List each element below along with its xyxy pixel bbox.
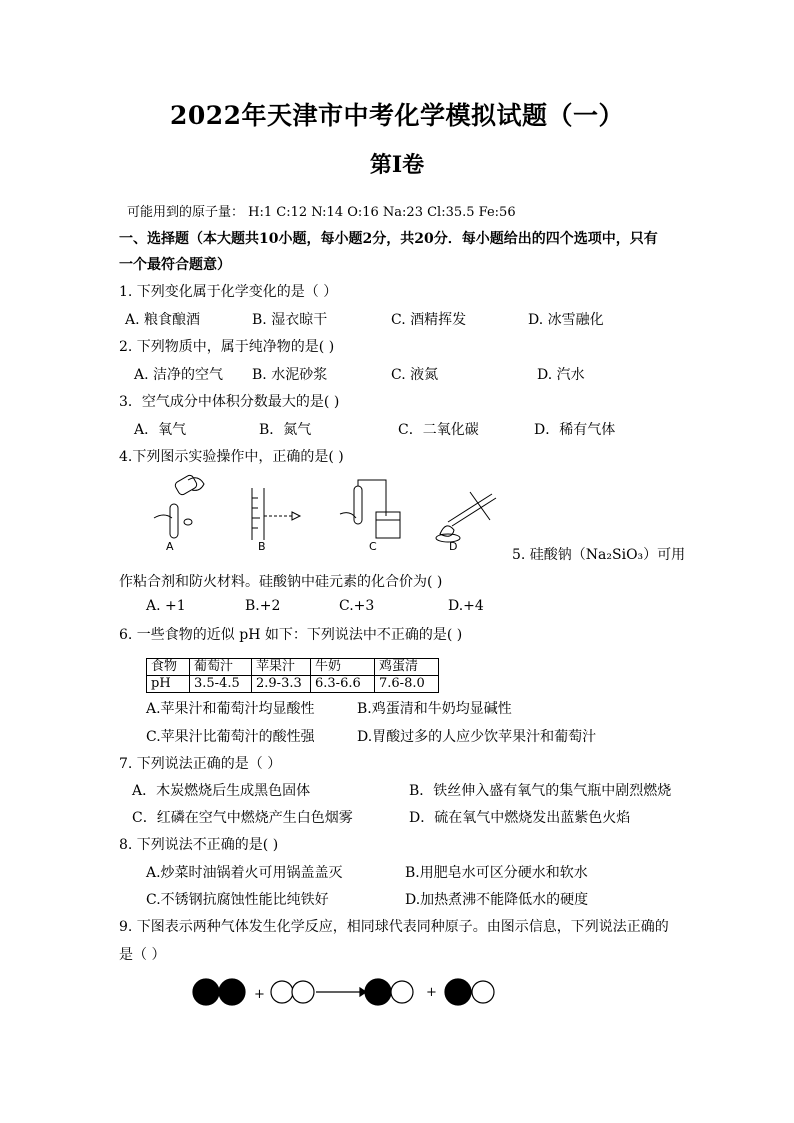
question-1-option-a: A. 粮食酿酒 bbox=[125, 312, 201, 328]
question-8-option-d: D.加热煮沸不能降低水的硬度 bbox=[405, 892, 589, 908]
question-1-option-b: B. 湿衣晾干 bbox=[252, 312, 328, 328]
question-2-option-b: B. 水泥砂浆 bbox=[252, 367, 328, 383]
black-atom bbox=[193, 979, 219, 1005]
black-atom bbox=[445, 979, 471, 1005]
plus-sign: + bbox=[254, 987, 265, 1002]
question-6-option-c: C.苹果汁比葡萄汁的酸性强 bbox=[146, 729, 315, 745]
black-atom bbox=[365, 979, 391, 1005]
question-5-option-d: D.+4 bbox=[448, 598, 484, 614]
question-5-option-a: A. +1 bbox=[146, 598, 186, 614]
figure-b-label: B bbox=[258, 540, 266, 553]
figure-a-label: A bbox=[166, 540, 174, 553]
white-atom bbox=[292, 981, 314, 1003]
question-9-stem-line2: 是（ ） bbox=[119, 947, 166, 963]
question-3-option-c: C．二氧化碳 bbox=[398, 422, 479, 438]
question-6-option-b: B.鸡蛋清和牛奶均显碱性 bbox=[357, 701, 512, 717]
question-7-option-c: C．红磷在空气中燃烧产生白色烟雾 bbox=[132, 810, 353, 826]
figure-c-label: C bbox=[369, 540, 377, 553]
figure-a-pouring bbox=[154, 474, 204, 538]
white-atom bbox=[472, 981, 494, 1003]
question-7-option-a: A．木炭燃烧后生成黑色固体 bbox=[132, 783, 311, 799]
figure-d-label: D bbox=[449, 540, 458, 553]
volume-heading: 第Ⅰ卷 bbox=[369, 152, 425, 178]
figure-c-airtightness bbox=[340, 480, 400, 538]
question-3-option-b: B．氮气 bbox=[259, 422, 312, 438]
table-cell: 食物 bbox=[147, 659, 190, 676]
question-8-option-b: B.用肥皂水可区分硬水和软水 bbox=[405, 865, 588, 881]
question-5-option-c: C.+3 bbox=[339, 598, 375, 614]
question-7-option-b: B．铁丝伸入盛有氧气的集气瓶中剧烈燃烧 bbox=[409, 783, 672, 799]
lab-operations-figure bbox=[140, 472, 510, 554]
question-2-option-c: C. 液氮 bbox=[391, 367, 439, 383]
table-cell: 3.5-4.5 bbox=[190, 676, 252, 693]
table-cell: 鸡蛋清 bbox=[375, 659, 439, 676]
question-2-option-a: A. 洁净的空气 bbox=[134, 367, 224, 383]
question-6-stem: 6. 一些食物的近似 pH 如下：下列说法中不正确的是( ) bbox=[119, 627, 463, 643]
white-atom bbox=[271, 981, 293, 1003]
question-6-option-a: A.苹果汁和葡萄汁均显酸性 bbox=[146, 701, 315, 717]
atomic-masses: 可能用到的原子量： H:1 C:12 N:14 O:16 Na:23 Cl:35.5 Fe:56 bbox=[127, 205, 516, 220]
page-title: 2022年天津市中考化学模拟试题（一） bbox=[169, 101, 625, 130]
question-5-stem-line2: 作粘合剂和防火材料。硅酸钠中硅元素的化合价为( ) bbox=[119, 574, 443, 590]
question-7-option-d: D．硫在氧气中燃烧发出蓝紫色火焰 bbox=[409, 810, 631, 826]
question-3-option-a: A．氧气 bbox=[134, 422, 187, 438]
table-cell: pH bbox=[147, 676, 190, 693]
white-atom bbox=[391, 981, 413, 1003]
question-3-stem: 3．空气成分中体积分数最大的是( ) bbox=[119, 394, 340, 410]
question-8-option-c: C.不锈钢抗腐蚀性能比纯铁好 bbox=[146, 892, 329, 908]
table-row bbox=[147, 659, 439, 676]
question-2-option-d: D. 汽水 bbox=[537, 367, 585, 383]
question-7-stem: 7. 下列说法正确的是（ ） bbox=[119, 756, 282, 772]
question-1-stem: 1. 下列变化属于化学变化的是（ ） bbox=[119, 284, 338, 300]
question-4-stem: 4.下列图示实验操作中，正确的是( ) bbox=[119, 449, 344, 465]
section-heading-line1: 一、选择题（本大题共10小题，每小题2分，共20分．每小题给出的四个选项中，只有 bbox=[119, 231, 658, 247]
black-atom bbox=[219, 979, 245, 1005]
table-row bbox=[147, 676, 439, 693]
table-cell: 牛奶 bbox=[311, 659, 375, 676]
plus-sign: + bbox=[426, 985, 437, 1000]
question-5-option-b: B.+2 bbox=[245, 598, 281, 614]
ph-table bbox=[146, 658, 439, 693]
question-8-option-a: A.炒菜时油锅着火可用锅盖盖灭 bbox=[146, 865, 343, 881]
table-cell: 2.9-3.3 bbox=[252, 676, 311, 693]
question-2-stem: 2. 下列物质中，属于纯净物的是( ) bbox=[119, 339, 335, 355]
figure-b-cylinder bbox=[252, 488, 300, 540]
table-cell: 7.6-8.0 bbox=[375, 676, 439, 693]
question-9-stem-line1: 9. 下图表示两种气体发生化学反应，相同球代表同种原子。由图示信息，下列说法正确的 bbox=[119, 919, 669, 935]
section-heading-line2: 一个最符合题意） bbox=[119, 257, 231, 273]
reaction-diagram bbox=[190, 974, 510, 1010]
question-6-option-d: D.胃酸过多的人应少饮苹果汁和葡萄汁 bbox=[357, 729, 597, 745]
table-cell: 6.3-6.6 bbox=[311, 676, 375, 693]
question-8-stem: 8. 下列说法不正确的是( ) bbox=[119, 837, 279, 853]
question-1-option-c: C. 酒精挥发 bbox=[391, 312, 467, 328]
figure-d-heating bbox=[436, 492, 496, 542]
question-1-option-d: D. 冰雪融化 bbox=[528, 312, 604, 328]
table-cell: 葡萄汁 bbox=[190, 659, 252, 676]
table-cell: 苹果汁 bbox=[252, 659, 311, 676]
question-5-stem-line1: 5. 硅酸钠（Na₂SiO₃）可用 bbox=[512, 547, 686, 563]
question-3-option-d: D．稀有气体 bbox=[534, 422, 616, 438]
